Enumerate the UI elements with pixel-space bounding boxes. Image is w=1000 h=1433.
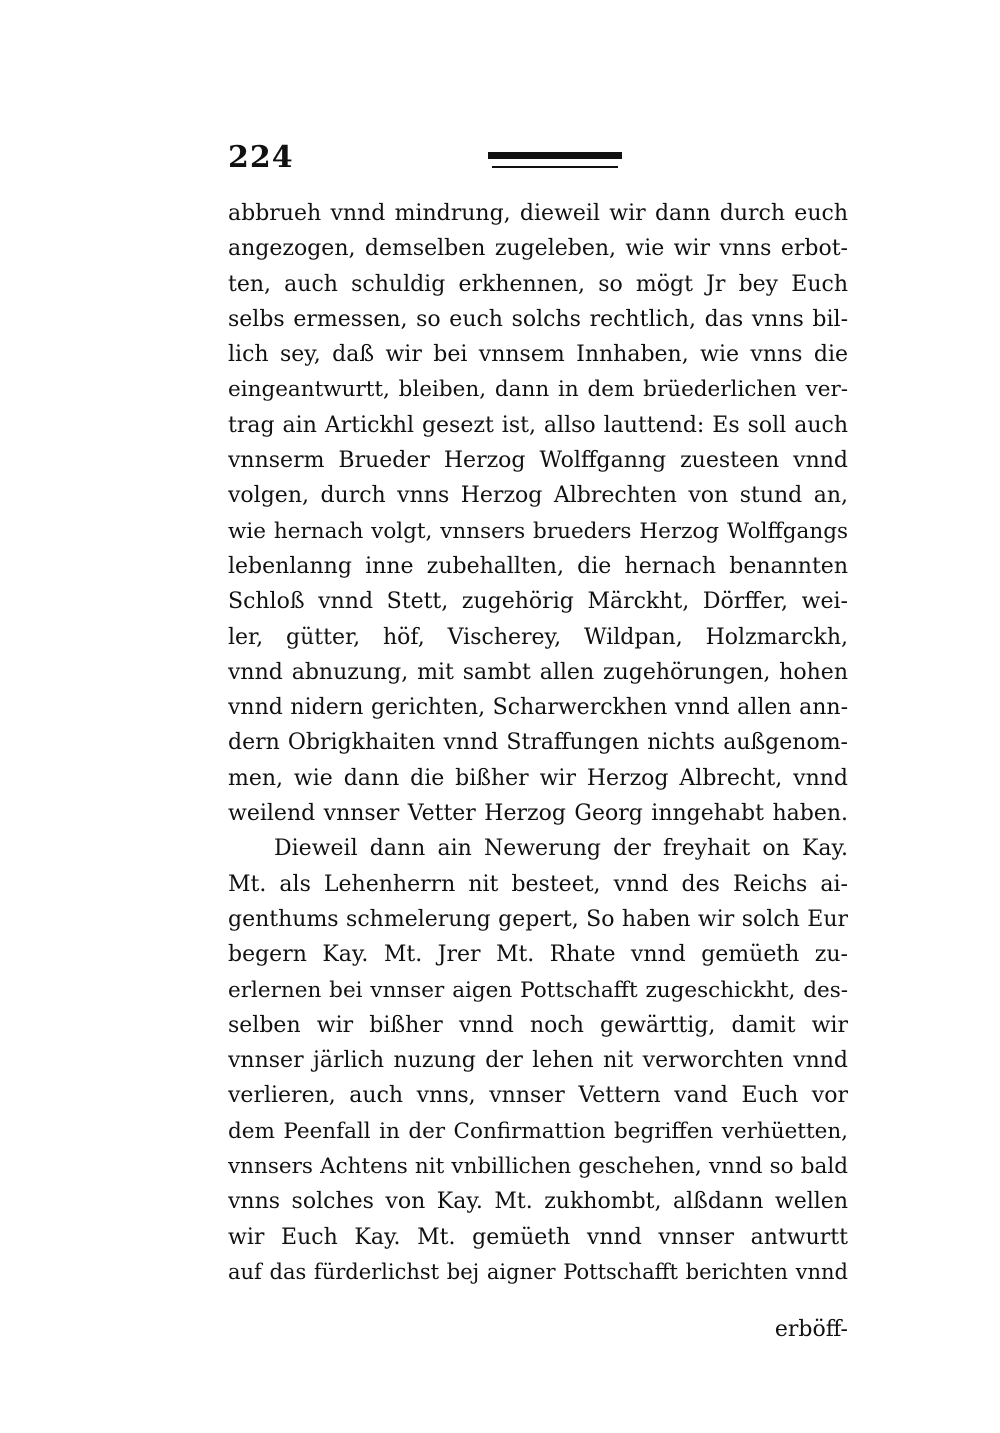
text-line: wie hernach volgt, vnnsers brueders Herzog Wolffgangs — [228, 518, 848, 544]
text-line: men, wie dann die bißher wir Herzog Albrecht, vnnd — [228, 765, 848, 791]
text-line: eingeantwurtt, bleiben, dann in dem brüederlichen ver- — [228, 377, 848, 403]
text-line: verlieren, auch vnns, vnnser Vettern vand Euch vor — [228, 1083, 848, 1109]
text-line: abbrueh vnnd mindrung, dieweil wir dann durch euch — [228, 201, 848, 226]
catchword: erböff- — [774, 1317, 848, 1342]
text-line: wir Euch Kay. Mt. gemüeth vnnd vnnser antwurtt — [228, 1224, 848, 1250]
text-line: vnnd abnuzung, mit sambt allen zugehörungen, hohen — [228, 659, 848, 685]
text-line: genthums schmelerung gepert, So haben wir solch Eur — [228, 906, 848, 932]
text-line: vnnsers Achtens nit vnbillichen geschehen, vnnd so bald — [228, 1154, 848, 1180]
text-line: trag ain Artickhl gesezt ist, allso lauttend: Es soll auch — [228, 412, 848, 438]
text-line: ler, gütter, höf, Vischerey, Wildpan, Holzmarckh, — [228, 624, 848, 650]
text-line: lich sey, daß wir bei vnnsem Innhaben, wie vnns die — [228, 342, 848, 368]
text-line: selbs ermessen, so euch solchs rechtlich, das vnns bil- — [228, 306, 848, 332]
page-number: 224 — [228, 140, 294, 175]
text-line: volgen, durch vnns Herzog Albrechten von stund an, — [228, 483, 848, 509]
text-line: erlernen bei vnnser aigen Pottschafft zugeschickht, des- — [228, 977, 848, 1003]
text-line: weilend vnnser Vetter Herzog Georg inngehabt haben. — [228, 801, 848, 827]
text-line: vnnserm Brueder Herzog Wolffganng zuesteen vnnd — [228, 448, 848, 474]
header-rule-thick — [488, 152, 622, 159]
text-line: auf das fürderlichst bej aigner Pottschafft berichten vnnd — [228, 1259, 848, 1284]
text-block — [228, 196, 848, 1290]
text-line: vnns solches von Kay. Mt. zukhombt, alßdann wellen — [228, 1189, 848, 1215]
text-line: selben wir bißher vnnd noch gewärttig, damit wir — [228, 1012, 848, 1038]
text-line: angezogen, demselben zugeleben, wie wir vnns erbot- — [228, 236, 848, 262]
text-line: dem Peenfall in der Confirmattion begriffen verhüetten, — [228, 1118, 848, 1144]
header-rule-thin — [492, 166, 618, 168]
text-line: lebenlanng inne zubehallten, die hernach benannten — [228, 553, 848, 579]
text-line: begern Kay. Mt. Jrer Mt. Rhate vnnd gemüeth zu- — [228, 942, 848, 968]
text-line: vnnd nidern gerichten, Scharwerckhen vnnd allen ann- — [228, 695, 848, 721]
header-rule — [488, 152, 622, 174]
text-line: dern Obrigkhaiten vnnd Straffungen nichts außgenom- — [228, 730, 848, 756]
text-line: Schloß vnnd Stett, zugehörig Märckht, Dörffer, wei- — [228, 589, 848, 615]
text-line: Mt. als Lehenherrn nit besteet, vnnd des Reichs ai- — [228, 871, 848, 897]
text-line: vnnser järlich nuzung der lehen nit verworchten vnnd — [228, 1048, 848, 1074]
text-line-paragraph-start: Dieweil dann ain Newerung der freyhait on Kay. — [274, 836, 848, 862]
text-line: ten, auch schuldig erkhennen, so mögt Jr bey Euch — [228, 271, 848, 297]
